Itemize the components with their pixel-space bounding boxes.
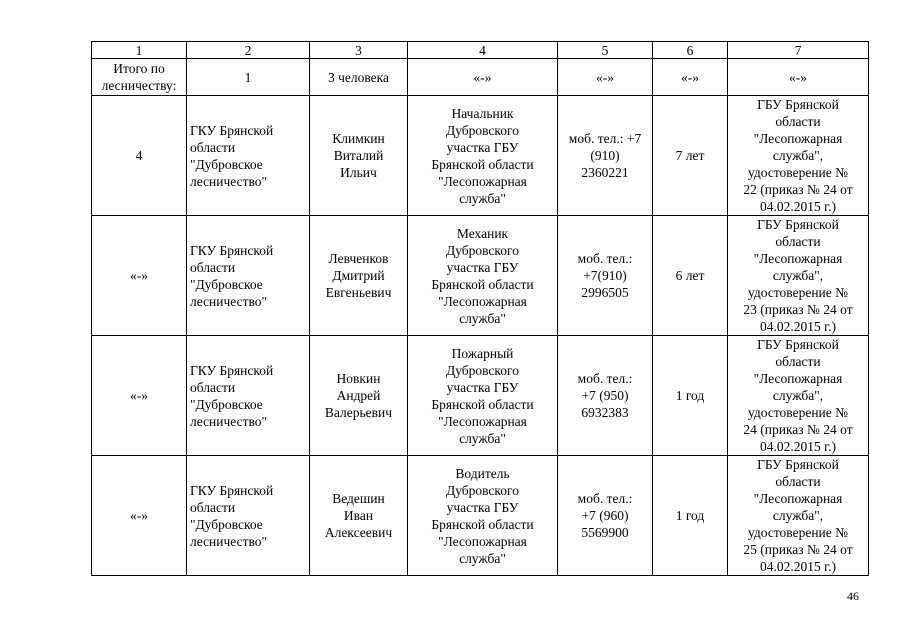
- employee-name-line: Левченков: [328, 251, 389, 266]
- certificate-line: 04.02.2015 г.): [759, 319, 836, 334]
- organization-cell: [187, 96, 310, 216]
- phone-cell: [558, 96, 653, 216]
- organization-line: "Дубровское: [190, 396, 263, 412]
- column-number: 6: [653, 42, 728, 59]
- organization-cell: [187, 456, 310, 576]
- employee-name-line: Дмитрий: [332, 268, 385, 283]
- total-ditto-cell: «-»: [558, 59, 653, 96]
- phone-line: +7(910): [583, 268, 627, 283]
- position-line: Брянской области: [431, 156, 534, 172]
- position-line: служба": [459, 190, 506, 206]
- organization-line: области: [190, 259, 236, 275]
- position-line: участка ГБУ: [446, 139, 519, 155]
- experience-cell: 6 лет: [653, 216, 728, 336]
- certificate-line: области: [775, 354, 821, 369]
- column-number: 5: [558, 42, 653, 59]
- employee-name-line: Виталий: [333, 148, 384, 163]
- position-line: "Лесопожарная: [438, 173, 527, 189]
- organization-line: ГКУ Брянской: [190, 242, 274, 258]
- certificate-line: области: [775, 114, 821, 129]
- phone-cell: [558, 456, 653, 576]
- organization-line: "Дубровское: [190, 516, 263, 532]
- document-table-container: [91, 41, 868, 576]
- certificate-line: служба",: [772, 388, 824, 403]
- position-line: участка ГБУ: [446, 259, 519, 275]
- personnel-table: [91, 41, 869, 576]
- position-line: Дубровского: [445, 482, 519, 498]
- column-number-row: [92, 42, 869, 59]
- phone-line: 5569900: [581, 525, 629, 540]
- position-line: Дубровского: [445, 122, 519, 138]
- column-number: 7: [728, 42, 869, 59]
- position-line: Начальник: [451, 105, 514, 121]
- organization-line: "Дубровское: [190, 156, 263, 172]
- table-row: [92, 216, 869, 336]
- total-ditto-cell: «-»: [408, 59, 558, 96]
- certificate-line: 23 (приказ № 24 от: [743, 302, 853, 317]
- certificate-line: ГБУ Брянской: [757, 457, 839, 472]
- column-number: 2: [187, 42, 310, 59]
- certificate-line: "Лесопожарная: [753, 251, 843, 266]
- position-cell: [408, 336, 558, 456]
- total-label-line: Итого по: [113, 61, 165, 76]
- total-ditto-cell: «-»: [653, 59, 728, 96]
- phone-cell: [558, 216, 653, 336]
- position-line: Механик: [456, 225, 509, 241]
- row-number-cell: 4: [92, 96, 187, 216]
- certificate-line: области: [775, 234, 821, 249]
- position-line: Брянской области: [431, 516, 534, 532]
- employee-name-line: Иван: [343, 508, 374, 523]
- certificate-cell: [728, 96, 869, 216]
- organization-line: области: [190, 379, 236, 395]
- employee-name-line: Новкин: [336, 371, 381, 386]
- phone-line: (910): [590, 148, 620, 163]
- total-ditto-cell: «-»: [728, 59, 869, 96]
- position-line: Брянской области: [431, 276, 534, 292]
- certificate-cell: [728, 456, 869, 576]
- phone-cell: [558, 336, 653, 456]
- organization-line: ГКУ Брянской: [190, 482, 274, 498]
- position-cell: [408, 456, 558, 576]
- experience-cell: 7 лет: [653, 96, 728, 216]
- organization-line: ГКУ Брянской: [190, 362, 274, 378]
- certificate-line: "Лесопожарная: [753, 491, 843, 506]
- position-line: участка ГБУ: [446, 499, 519, 515]
- certificate-line: "Лесопожарная: [753, 131, 843, 146]
- personnel-rows: [92, 96, 869, 576]
- experience-cell: 1 год: [653, 336, 728, 456]
- certificate-line: 24 (приказ № 24 от: [743, 422, 853, 437]
- certificate-line: "Лесопожарная: [753, 371, 843, 386]
- organization-line: "Дубровское: [190, 276, 263, 292]
- employee-name-cell: [310, 96, 408, 216]
- table-row: [92, 96, 869, 216]
- employee-name-line: Андрей: [336, 388, 381, 403]
- phone-line: 6932383: [581, 405, 629, 420]
- certificate-line: 04.02.2015 г.): [759, 199, 836, 214]
- table-row: [92, 336, 869, 456]
- certificate-line: служба",: [772, 508, 824, 523]
- phone-line: 2360221: [581, 165, 629, 180]
- organization-line: ГКУ Брянской: [190, 122, 274, 138]
- position-line: "Лесопожарная: [438, 413, 527, 429]
- certificate-line: удостоверение №: [747, 165, 849, 180]
- column-number: 1: [92, 42, 187, 59]
- certificate-line: ГБУ Брянской: [757, 337, 839, 352]
- experience-cell: 1 год: [653, 456, 728, 576]
- phone-line: +7 (950): [581, 388, 629, 403]
- position-line: Пожарный: [451, 345, 514, 361]
- organization-cell: [187, 336, 310, 456]
- certificate-line: 22 (приказ № 24 от: [743, 182, 853, 197]
- certificate-line: 04.02.2015 г.): [759, 439, 836, 454]
- total-label-cell: [92, 59, 187, 96]
- phone-line: моб. тел.:: [577, 251, 633, 266]
- position-line: "Лесопожарная: [438, 293, 527, 309]
- phone-line: моб. тел.: +7: [568, 131, 642, 146]
- certificate-line: 04.02.2015 г.): [759, 559, 836, 574]
- phone-line: +7 (960): [581, 508, 629, 523]
- phone-line: моб. тел.:: [577, 371, 633, 386]
- total-people-cell: 3 человека: [310, 59, 408, 96]
- certificate-line: удостоверение №: [747, 525, 849, 540]
- position-line: участка ГБУ: [446, 379, 519, 395]
- certificate-line: ГБУ Брянской: [757, 217, 839, 232]
- position-line: "Лесопожарная: [438, 533, 527, 549]
- organization-line: области: [190, 499, 236, 515]
- position-cell: [408, 216, 558, 336]
- certificate-line: 25 (приказ № 24 от: [743, 542, 853, 557]
- column-number: 3: [310, 42, 408, 59]
- position-line: Дубровского: [445, 242, 519, 258]
- total-count-cell: 1: [187, 59, 310, 96]
- certificate-line: удостоверение №: [747, 405, 849, 420]
- certificate-line: служба",: [772, 148, 824, 163]
- total-label-line: лесничеству:: [101, 78, 177, 93]
- employee-name-line: Алексеевич: [324, 525, 393, 540]
- row-number-cell: «-»: [92, 456, 187, 576]
- employee-name-line: Валерьевич: [324, 405, 393, 420]
- phone-line: 2996505: [581, 285, 629, 300]
- position-line: служба": [459, 430, 506, 446]
- position-line: служба": [459, 310, 506, 326]
- organization-line: лесничество": [190, 533, 268, 549]
- certificate-line: удостоверение №: [747, 285, 849, 300]
- employee-name-cell: [310, 456, 408, 576]
- certificate-line: области: [775, 474, 821, 489]
- certificate-line: служба",: [772, 268, 824, 283]
- organization-line: лесничество": [190, 413, 268, 429]
- table-row: [92, 456, 869, 576]
- organization-line: лесничество": [190, 173, 268, 189]
- row-number-cell: «-»: [92, 336, 187, 456]
- position-line: Водитель: [455, 465, 510, 481]
- certificate-cell: [728, 216, 869, 336]
- row-number-cell: «-»: [92, 216, 187, 336]
- position-line: Брянской области: [431, 396, 534, 412]
- page-number: 46: [847, 589, 859, 603]
- forestry-total-row: [92, 59, 869, 96]
- employee-name-line: Климкин: [332, 131, 385, 146]
- position-line: служба": [459, 550, 506, 566]
- phone-line: моб. тел.:: [577, 491, 633, 506]
- position-line: Дубровского: [445, 362, 519, 378]
- employee-name-line: Евгеньевич: [325, 285, 392, 300]
- employee-name-line: Ильич: [340, 165, 377, 180]
- certificate-cell: [728, 336, 869, 456]
- organization-line: лесничество": [190, 293, 268, 309]
- column-number: 4: [408, 42, 558, 59]
- position-cell: [408, 96, 558, 216]
- employee-name-cell: [310, 336, 408, 456]
- organization-line: области: [190, 139, 236, 155]
- certificate-line: ГБУ Брянской: [757, 97, 839, 112]
- employee-name-line: Ведешин: [332, 491, 385, 506]
- organization-cell: [187, 216, 310, 336]
- employee-name-cell: [310, 216, 408, 336]
